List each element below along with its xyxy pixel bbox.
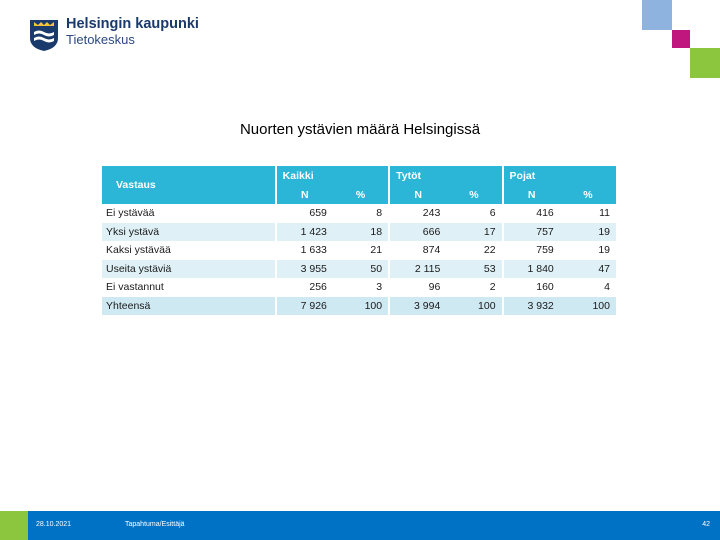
footer-bar [28,511,720,540]
logo-unit-name: Tietokeskus [66,32,135,47]
footer-date: 28.10.2021 [36,521,72,528]
cell-girls-n: 96 [389,278,446,297]
table-row [102,278,616,297]
cell-boys-pct: 4 [560,278,616,297]
logo-wordmark [66,16,199,47]
friends-table [102,166,616,315]
cell-boys-n: 416 [503,204,560,223]
footer-page-number: 42 [702,521,710,528]
cell-all-n: 3 955 [276,260,333,279]
decor-square-blue [642,0,672,30]
header-group-all: Kaikki [276,166,389,185]
cell-boys-pct: 19 [560,223,616,242]
decor-square-pink [672,30,690,48]
cell-all-n: 1 423 [276,223,333,242]
logo-city-name: Helsingin kaupunki [66,16,199,32]
cell-girls-pct: 6 [446,204,502,223]
cell-boys-n: 1 840 [503,260,560,279]
cell-all-pct: 50 [333,260,389,279]
cell-all-n: 7 926 [276,297,333,316]
table-row [102,204,616,223]
header-group-boys: Pojat [503,166,616,185]
cell-girls-n: 874 [389,241,446,260]
cell-boys-n: 3 932 [503,297,560,316]
row-label: Ei vastannut [102,278,276,297]
header-group-girls: Tytöt [389,166,502,185]
row-label: Kaksi ystävää [102,241,276,260]
cell-girls-pct: 53 [446,260,502,279]
slide-title: Nuorten ystävien määrä Helsingissä [239,121,481,138]
cell-girls-pct: 22 [446,241,502,260]
row-label: Yksi ystävä [102,223,276,242]
cell-girls-pct: 2 [446,278,502,297]
header-pct: % [333,185,389,204]
cell-boys-n: 759 [503,241,560,260]
cell-all-pct: 18 [333,223,389,242]
cell-girls-n: 2 115 [389,260,446,279]
cell-all-pct: 3 [333,278,389,297]
cell-boys-n: 757 [503,223,560,242]
helsinki-logo [28,16,199,52]
cell-girls-n: 666 [389,223,446,242]
cell-girls-n: 3 994 [389,297,446,316]
cell-all-n: 1 633 [276,241,333,260]
slide-footer [0,511,720,540]
cell-all-n: 256 [276,278,333,297]
cell-girls-n: 243 [389,204,446,223]
cell-boys-pct: 100 [560,297,616,316]
header-n: N [389,185,446,204]
cell-all-pct: 8 [333,204,389,223]
cell-boys-pct: 11 [560,204,616,223]
cell-boys-pct: 19 [560,241,616,260]
header-pct: % [560,185,616,204]
header-pct: % [446,185,502,204]
table-row [102,241,616,260]
cell-boys-n: 160 [503,278,560,297]
footer-event: Tapahtuma/Esittäjä [125,521,185,528]
header-n: N [503,185,560,204]
helsinki-crest-icon [28,16,60,52]
header-answer: Vastaus [102,166,276,204]
footer-accent [0,511,28,540]
cell-all-pct: 100 [333,297,389,316]
cell-boys-pct: 47 [560,260,616,279]
row-label: Yhteensä [102,297,276,316]
cell-girls-pct: 17 [446,223,502,242]
cell-all-n: 659 [276,204,333,223]
row-label: Useita ystäviä [102,260,276,279]
table-row-total [102,297,616,316]
table-row [102,260,616,279]
cell-girls-pct: 100 [446,297,502,316]
cell-all-pct: 21 [333,241,389,260]
header-n: N [276,185,333,204]
row-label: Ei ystävää [102,204,276,223]
table-row [102,223,616,242]
decor-square-green [690,48,720,78]
